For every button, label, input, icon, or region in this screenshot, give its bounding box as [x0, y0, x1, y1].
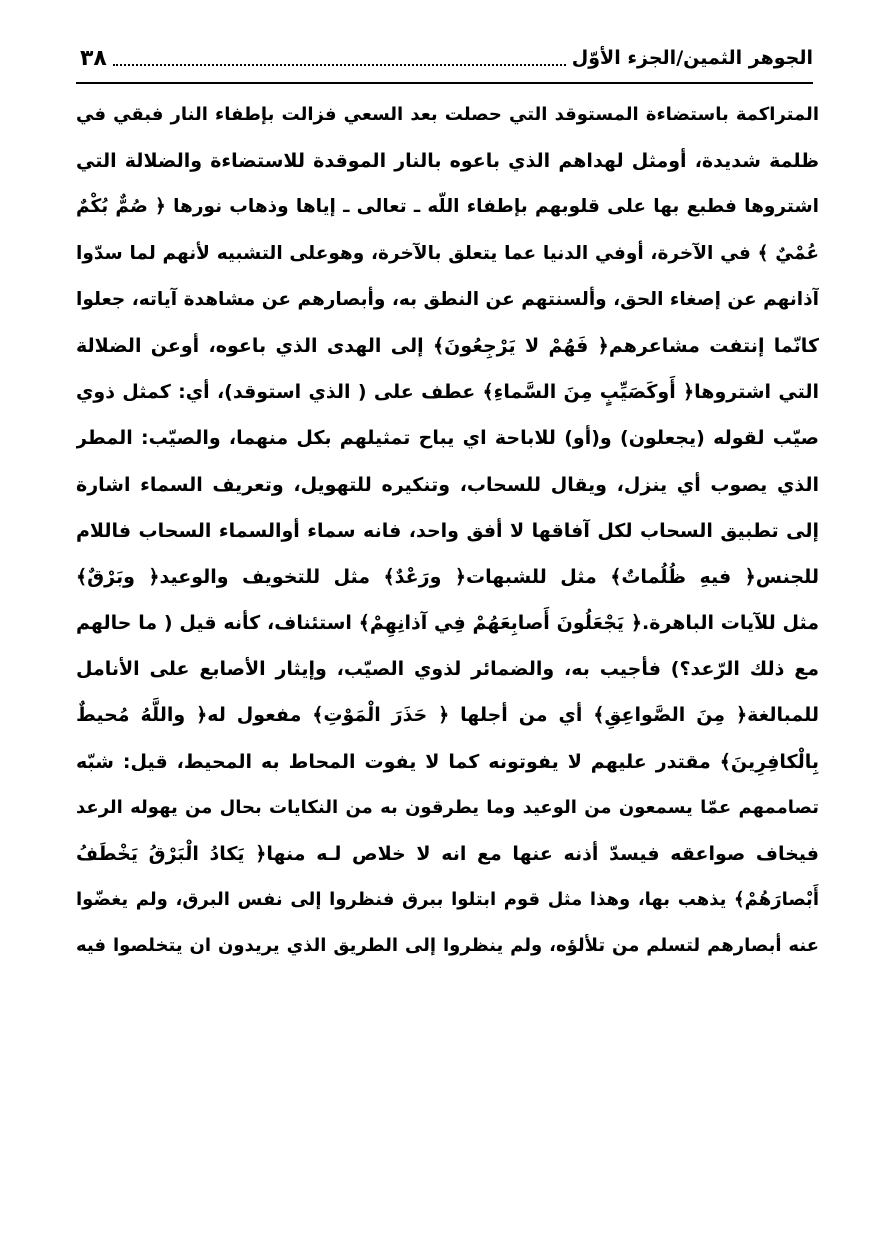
text-line: صيّب لقوله (يجعلون) و(أو) للاباحة اي يباح تمثيلهم بكل منهما، والصيّب: المطر: [76, 427, 819, 450]
text-line: بِالْكافِرِينَ﴾ مقتدر عليهم لا يفوتونه كما لا يفوت المحاط به المحيط، قيل: شبّه: [76, 750, 819, 773]
running-header: [80, 36, 813, 80]
text-line: للمبالغة﴿ مِنَ الصَّواعِقِ﴾ أي من أجلها ﴿ حَذَرَ الْمَوْتِ﴾ مفعول له﴿ واللَّهُ مُحيطٌ: [76, 704, 819, 727]
body-text: [76, 92, 819, 1183]
text-line: عُمْيٌ ﴾ في الآخرة، أوفي الدنيا عما يتعلق بالآخرة، وهوعلى التشبيه لأنهم لما سدّوا: [76, 242, 819, 264]
text-line: للجنس﴿ فيهِ ظُلُماتٌ﴾ مثل للشبهات﴿ ورَعْدٌ﴾ مثل للتخويف والوعيد﴿ وبَرْقٌ﴾: [76, 565, 819, 588]
text-line: أَبْصارَهُمْ﴾ يذهب بها، وهذا مثل قوم ابتلوا ببرق فنظروا إلى نفس البرق، ولم يغضّوا: [76, 889, 819, 911]
text-line: إلى تطبيق السحاب لكل آفاقها لا أفق واحد، فانه سماء أوالسماء السحاب فاللام: [76, 519, 819, 542]
text-line: اشتروها فطبع بها على قلوبهم بإطفاء اللّه ـ تعالى ـ إياها وذهاب نورها ﴿ صُمٌّ بُكْمٌ: [76, 196, 819, 218]
text-line: المتراكمة باستضاءة المستوقد التي حصلت بعد السعي فزالت بإطفاء النار فبقي في: [76, 104, 819, 125]
header-leader-dots: [113, 64, 566, 66]
text-line: الذي يصوب أي ينزل، ويقال للسحاب، وتنكيره للتهويل، وتعريف السماء اشارة: [76, 473, 819, 496]
running-title: الجوهر الثمين/الجزء الأوّل: [571, 47, 813, 69]
text-line: مع ذلك الرّعد؟) فأجيب به، والضمائر لذوي الصيّب، وإيثار الأصابع على الأنامل: [76, 658, 819, 681]
text-line: ظلمة شديدة، أومثل لهداهم الذي باعوه بالنار الموقدة للاستضاءة والضلالة التي: [76, 150, 819, 173]
text-line: عنه أبصارهم لتسلم من تلألؤه، ولم ينظروا إلى الطريق الذي يريدون ان يتخلصوا فيه: [76, 935, 819, 957]
page-number: ٣٨: [80, 45, 107, 71]
text-line: التي اشتروها﴿ أَوكَصَيِّبٍ مِنَ السَّماءِ﴾ عطف على ( الذي استوقد)، أي: كمثل ذوي: [76, 381, 819, 404]
text-line: كانّما إنتفت مشاعرهم﴿ فَهُمْ لا يَرْجِعُونَ﴾ إلى الهدى الذي باعوه، أوعن الضلالة: [76, 334, 819, 357]
text-line: مثل للآيات الباهرة.﴿ يَجْعَلُونَ أَصابِعَهُمْ فِي آذانِهِمْ﴾ استئناف، كأنه قيل ( ما حالهم: [76, 612, 819, 635]
text-line: آذانهم عن إصغاء الحق، وألسنتهم عن النطق به، وأبصارهم عن مشاهدة آياته، جعلوا: [76, 288, 819, 310]
text-line: تصاممهم عمّا يسمعون من الوعيد وما يطرقون به من النكايات بحال من يهوله الرعد: [76, 796, 819, 818]
text-line: فيخاف صواعقه فيسدّ أذنه عنها مع انه لا خلاص لـه منها﴿ يَكادُ الْبَرْقُ يَخْطَفُ: [76, 843, 819, 865]
header-divider: [76, 82, 813, 84]
